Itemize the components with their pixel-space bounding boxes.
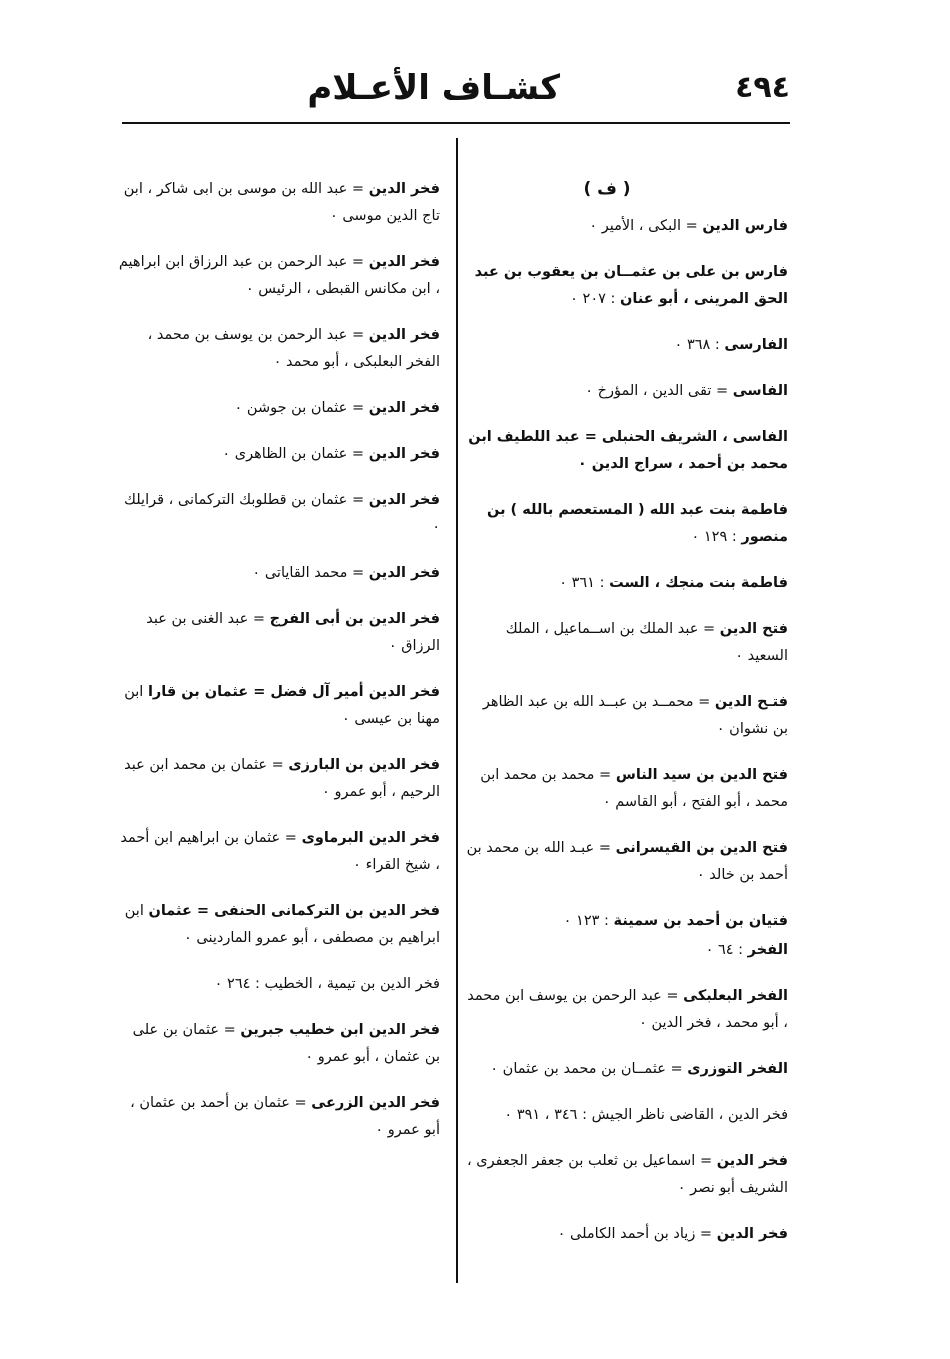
entry-head: فخر الدين البرماوى [301,830,440,846]
entry-text: = تقى الدين ، المؤرخ ٠ [585,383,733,399]
entry-head: الفخر التوزرى [687,1061,788,1077]
entry-head: فخر الدين ابن خطيب جبرين [240,1022,440,1038]
entry-head: الفاسى [732,383,788,399]
entry-text: = عبد الملك بن اســماعيل ، الملك السعيد ٠ [505,621,788,664]
entry-text: = عثمان بن أحمد بن عثمان ، أبو عمرو ٠ [130,1095,440,1138]
index-entry [118,971,440,998]
column-divider [456,138,458,1283]
index-entry [118,176,440,230]
entry-text: = عثمان بن على بن عثمان ، أبو عمرو ٠ [132,1022,440,1065]
entry-text: ابن ابراهيم بن مصطفى ، أبو عمرو الماردينى ٠ [124,903,440,946]
section-letter: ( ف ) [583,179,631,199]
entry-text: = عبد الرحمن بن يوسف ابن محمد ، أبو محمد ، فخر الدين ٠ [467,988,788,1031]
index-entry [466,616,788,670]
index-entry [466,1056,788,1083]
index-entry [466,1221,788,1248]
entry-text: = عبد الرحمن بن عبد الرزاق ابن ابراهيم ، ابن مكانس القبطى ، الرئيس ٠ [118,254,440,297]
entry-text: = عثمان بن الظاهرى ٠ [222,446,369,462]
entry-text: = اسماعيل بن ثعلب بن جعفر الجعفرى ، الشريف أبو نصر ٠ [467,1153,788,1196]
entry-head: فتح الدين بن سيد الناس [615,767,788,783]
entry-head: فخر الدين بن التركمانى الحنفى = عثمان [148,903,440,919]
entry-text: = عبـد الله بن محمد بن أحمد بن خالد ٠ [466,840,788,883]
entry-text: = عبد الغنى بن عبد الرزاق ٠ [146,611,440,654]
right-column [466,176,788,1267]
entry-text: = محمد بن محمد ابن محمد ، أبو الفتح ، أبو القاسم ٠ [480,767,788,810]
entry-text: = عثمــان بن محمد بن عثمان ٠ [490,1061,688,1077]
entry-text: ابن مهنا بن عيسى ٠ [124,684,440,727]
entry-text: = عثمان بن محمد ابن عبد الرحيم ، أبو عمرو ٠ [124,757,440,800]
entry-text: = محمد القاياتى ٠ [252,565,369,581]
entry-head: فخر الدين بن أبى الفرج [269,611,440,627]
entry-head: الفارسى [724,337,788,353]
index-entry [466,908,788,935]
index-entry [466,424,788,478]
index-entry [466,1102,788,1129]
page-header [120,60,790,120]
index-entry [118,1017,440,1071]
index-entry [466,378,788,405]
index-entry [466,259,788,313]
entry-text: : ٣٦٨ ٠ [674,337,725,353]
index-entry [118,898,440,952]
right-entries-list [466,213,788,1248]
index-entry [118,441,440,468]
entry-head: فتح الدين بن القيسرانى [615,840,788,856]
entry-head: فخر الدين بن البارزى [288,757,440,773]
entry-text: = عبد الله بن موسى بن ابى شاكر ، ابن تاج الدين موسى ٠ [123,181,440,224]
index-entry [466,762,788,816]
entry-text: = عثمان بن ابراهيم ابن أحمد ، شيخ القراء ٠ [120,830,440,873]
entry-head: فارس الدين [702,218,788,234]
entry-text: : ٣٦١ ٠ [559,575,610,591]
index-entry [118,1090,440,1144]
index-entry [118,752,440,806]
index-entry [118,679,440,733]
index-entry [118,825,440,879]
entry-head: فخر الدين [368,565,440,581]
index-entry [466,937,788,964]
left-column [118,176,440,1163]
entry-head: فخر الدين الزرعى [311,1095,440,1111]
entry-head: فاطمة بنت عبد الله ( المستعصم بالله ) بن منصور [487,502,788,545]
entry-head: الفخر البعلبكى [683,988,788,1004]
index-entry [466,332,788,359]
entry-text: = عثمان بن جوشن ٠ [234,400,369,416]
entry-head: الفاسى ، الشريف الحنبلى = عبد اللطيف ابن محمد بن أحمد ، سراج الدين ٠ [468,429,788,472]
index-entry [466,1148,788,1202]
entry-head: فخر الدين [716,1153,788,1169]
entry-text: فخر الدين ، القاضى ناظر الجيش : ٣٤٦ ، ٣٩١ ٠ [504,1107,788,1123]
entry-head: فخر الدين [368,492,440,508]
index-entry [118,606,440,660]
page-title: كشـاف الأعـلام [307,68,560,108]
entry-head: فخر الدين [368,254,440,270]
entry-head: فخر الدين [368,446,440,462]
entry-head: فتـح الدين [714,694,788,710]
entry-head: فخر الدين [368,400,440,416]
page-number: ٤٩٤ [735,70,790,105]
index-entry [118,249,440,303]
entry-text: = محمــد بن عبــد الله بن عبد الظاهر بن نشوان ٠ [482,694,788,737]
index-entry [466,570,788,597]
entry-text: = عبد الرحمن بن يوسف بن محمد ، الفخر البعلبكى ، أبو محمد ٠ [147,327,440,370]
index-entry [118,322,440,376]
entry-text: = زياد بن أحمد الكاملى ٠ [557,1226,717,1242]
entry-text: = البكى ، الأمير ٠ [589,218,703,234]
header-rule [122,122,790,124]
index-entry [118,395,440,422]
entry-head: فارس بن على بن عثمــان بن يعقوب بن عبد الحق المرينى ، أبو عنان [474,264,788,307]
entry-text: : ٢٠٧ ٠ [570,291,621,307]
entry-head: الفخر [747,942,788,958]
entry-text: : ٦٤ ٠ [705,942,748,958]
index-entry [466,497,788,551]
entry-head: فخر الدين [368,327,440,343]
index-entry [466,835,788,889]
left-entries-list [118,176,440,1144]
entry-head: فتيان بن أحمد بن سمينة [613,913,788,929]
entry-text: فخر الدين بن تيمية ، الخطيب : ٢٦٤ ٠ [214,976,440,992]
entry-text: = عثمان بن قطلوبك التركمانى ، قرايلك ٠ [124,492,440,535]
index-entry [466,689,788,743]
entry-head: فتح الدين [719,621,788,637]
entry-text: : ١٢٩ ٠ [691,529,742,545]
index-entry [118,487,440,541]
entry-head: فخر الدين [716,1226,788,1242]
entry-head: فخر الدين أمير آل فضل = عثمان بن قارا [147,684,440,700]
index-entry [466,983,788,1037]
index-entry [466,213,788,240]
entry-head: فخر الدين [368,181,440,197]
entry-text: : ١٢٣ ٠ [563,913,614,929]
index-entry [118,560,440,587]
entry-head: فاطمة بنت منجك ، الست [609,575,788,591]
